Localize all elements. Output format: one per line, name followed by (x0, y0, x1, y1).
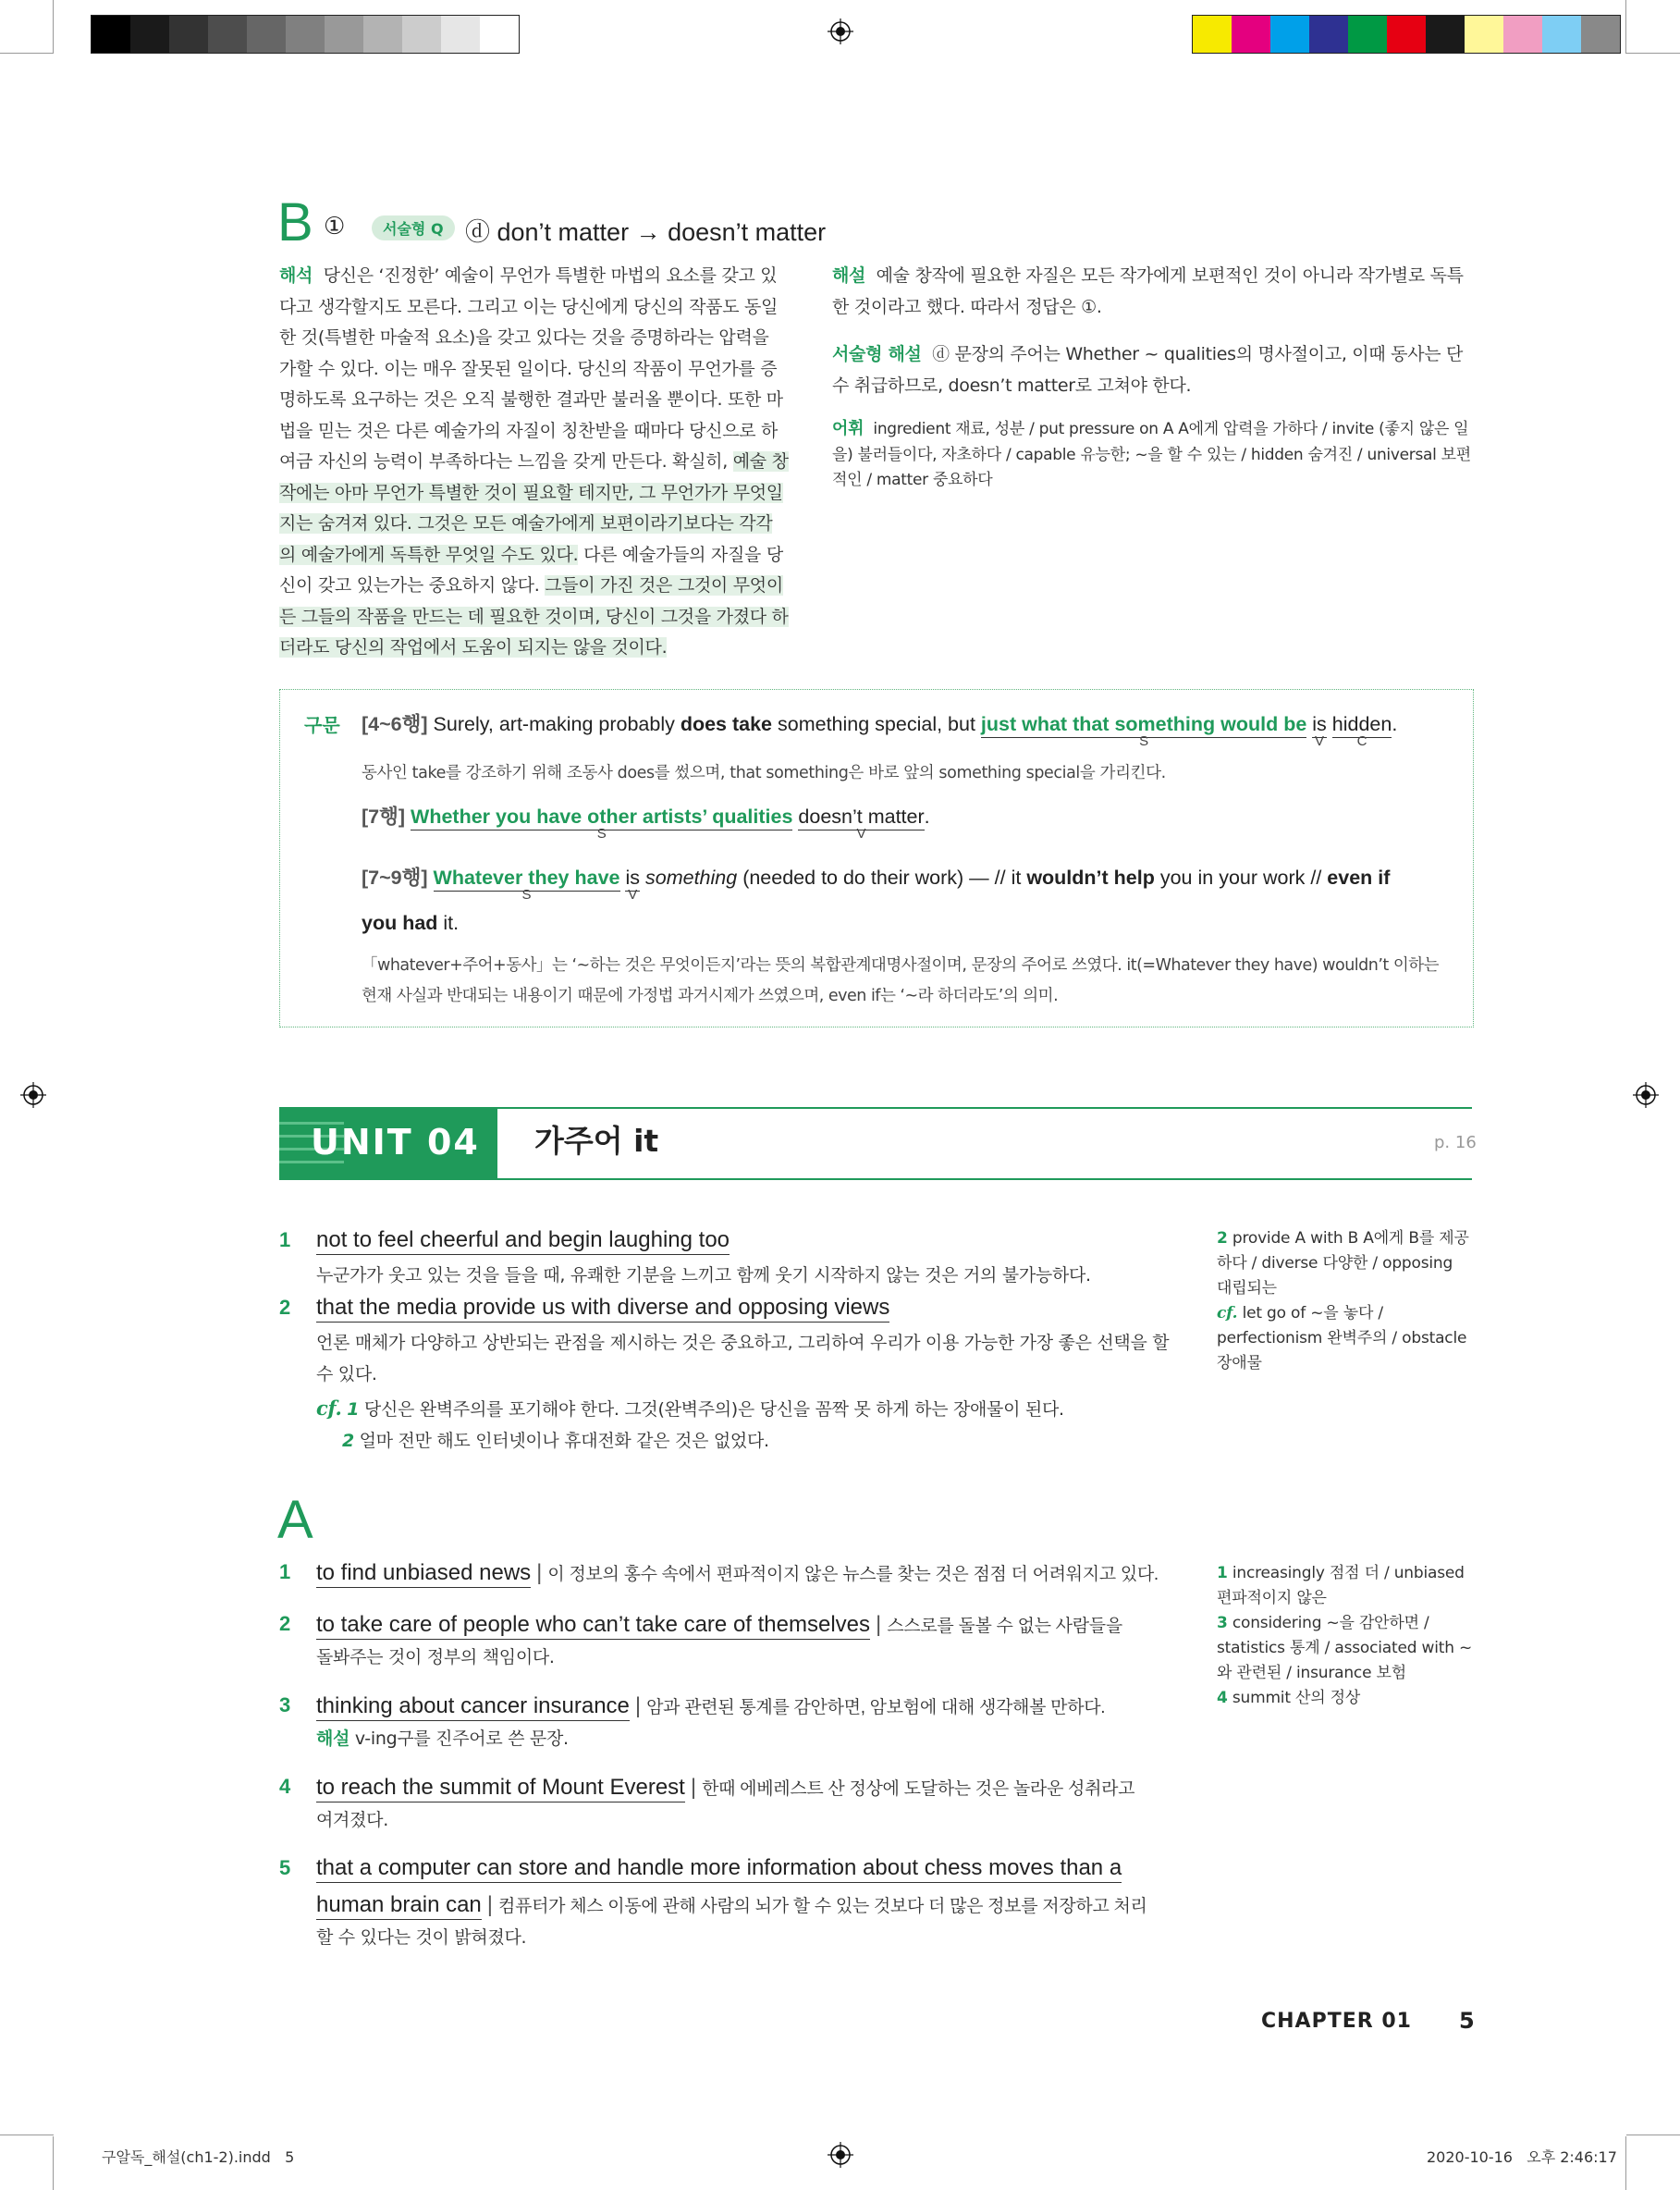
color-swatch (1503, 16, 1542, 53)
answer-underlined: human brain can (316, 1892, 482, 1920)
gray-swatch (286, 16, 325, 53)
sentence-text: something special, but (778, 713, 975, 735)
text-line: 한 것(특별한 마술적 요소)을 갖고 있다는 것을 증명하라는 압력을 (279, 327, 769, 348)
line-reference: [7행] (362, 806, 406, 828)
verb-mark: V (1315, 733, 1325, 749)
sentence-text: (needed to do their work) — // it (742, 867, 1022, 889)
cf-number: 1 (347, 1399, 360, 1420)
text-line: 예술 창작에 필요한 자질은 모든 작가에게 보편적인 것이 아니라 작가별로 독특 (876, 265, 1464, 286)
text-line: 다른 예술가들의 자질을 당 (583, 544, 783, 565)
unit-title: 가주어 it (534, 1123, 659, 1159)
answer-underlined: to take care of people who can’t take care of themselves (316, 1612, 870, 1640)
text-line: 언론 매체가 다양하고 상반되는 관점을 제시하는 것은 중요하고, 그리하여 우리가 이용 가능한 가장 좋은 선택을 할 (316, 1333, 1170, 1353)
cf-label: cf. (1217, 1304, 1238, 1323)
subject-mark: S (521, 887, 532, 903)
text-line: v-ing구를 진주어로 쓴 문장. (354, 1729, 569, 1749)
text-line: 와 관련된 / insurance 보험 (1217, 1664, 1406, 1682)
text-line: 을) 불러들이다, 자초하다 / capable 유능한; ~을 할 수 있는 / hidden 숨겨진 / universal 보편 (832, 445, 1471, 464)
answer-line: human brain can | 컴퓨터가 체스 이동에 관해 사람의 뇌가 할 수 있는 것보다 더 많은 정보를 저장하고 처리 (316, 1891, 1147, 1923)
text-line: summit 산의 정상 (1232, 1689, 1361, 1707)
verb-text: is (1312, 713, 1327, 738)
gray-swatch (480, 16, 519, 53)
answer-underlined: to reach the summit of Mount Everest (316, 1775, 685, 1802)
translation-text: 암과 관련된 통계를 감안하면, 암보험에 대해 생각해볼 만하다. (646, 1698, 1106, 1717)
line-reference: [4~6행] (362, 713, 428, 735)
verb-mark: V (628, 887, 638, 903)
syntax-sentence-1 (362, 708, 1398, 749)
crop-mark (1625, 2136, 1626, 2190)
punctuation: . (924, 806, 930, 828)
item-number: 5 (279, 1856, 291, 1879)
side-number: 3 (1217, 1614, 1228, 1632)
explanation-label: 해설 (316, 1729, 350, 1749)
crop-mark (1626, 53, 1680, 54)
crop-mark (0, 53, 54, 54)
syntax-sentence-3 (362, 862, 1391, 903)
gray-swatch (130, 16, 169, 53)
color-swatch (1270, 16, 1309, 53)
text-line: ⓓ 문장의 주어는 Whether ~ qualities의 명사절이고, 이때 동사는 단 (932, 344, 1464, 364)
essay-explanation-label: 서술형 해설 (832, 344, 922, 364)
text-line: 얼마 전만 해도 인터넷이나 휴대전화 같은 것은 없었다. (359, 1430, 769, 1451)
answer-line: to reach the summit of Mount Everest | 한때 에베레스트 산 정상에 도달하는 것은 놀라운 성취라고 (316, 1774, 1134, 1805)
explanation-line (316, 1724, 569, 1755)
emphasis-text: you had (362, 912, 438, 934)
text-line: 수 있다. (316, 1363, 377, 1384)
text-line: perfectionism 완벽주의 / obstacle (1217, 1329, 1467, 1347)
text-line: 수 취급하므로, doesn’t matter로 고쳐야 한다. (832, 375, 1192, 396)
answer-underlined: to find unbiased news (316, 1560, 531, 1588)
text-line: considering ~을 감안하면 / (1232, 1614, 1429, 1632)
text-line: let go of ~을 놓다 / (1242, 1304, 1383, 1323)
text-line: 편파적이지 않은 (1217, 1589, 1327, 1607)
crop-mark (1625, 0, 1626, 54)
text-line: provide A with B A에게 B를 제공 (1232, 1229, 1469, 1248)
item-number: 1 (279, 1228, 291, 1251)
crop-mark (53, 2136, 54, 2190)
translation-text: 스스로를 돌볼 수 없는 사람들을 (887, 1617, 1122, 1636)
gray-swatch (363, 16, 402, 53)
text-line: increasingly 점점 더 / unbiased (1232, 1564, 1465, 1582)
color-swatch (1581, 16, 1620, 53)
color-swatch (1348, 16, 1387, 53)
answer-line: to take care of people who can’t take care of themselves | 스스로를 돌볼 수 없는 사람들을 (316, 1611, 1122, 1642)
subject-text: Whether you have other artists’ qualities (411, 806, 792, 830)
item-number: 1 (279, 1560, 291, 1583)
registration-mark-icon (20, 1082, 46, 1108)
registration-mark-icon (828, 2142, 853, 2168)
text-line: 장애물 (1217, 1354, 1262, 1372)
page-number: 5 (1459, 2008, 1475, 2034)
text-line: 법을 믿는 것은 다른 예술가의 자질이 칭찬받을 때마다 당신으로 하 (279, 420, 779, 441)
cf-number: 2 (342, 1430, 354, 1451)
verb-text: is (625, 867, 640, 892)
highlight-text: 작에는 아마 무언가 특별한 것이 필요할 테지만, 그 무언가가 무엇일 (279, 482, 783, 503)
answer-line: to find unbiased news | 이 정보의 홍수 속에서 편파적이지 않은 뉴스를 찾는 것은 점점 더 어려워지고 있다. (316, 1559, 1159, 1591)
vocabulary-block (832, 416, 1479, 494)
answer-underlined: not to feel cheerful and begin laughing too (316, 1227, 730, 1255)
emphasis-text: even if (1327, 867, 1391, 889)
text-line: statistics 통계 / associated with ~ (1217, 1639, 1473, 1657)
color-swatch (1426, 16, 1465, 53)
section-a-side-vocab (1217, 1561, 1494, 1711)
color-swatch (1232, 16, 1270, 53)
sentence-text: Surely, art-making probably (433, 713, 675, 735)
verb-mark: V (856, 826, 866, 842)
translation-text: 할 수 있다는 것이 밝혀졌다. (316, 1927, 527, 1948)
registration-mark-icon (828, 18, 853, 44)
emphasis-text: does take (680, 713, 773, 735)
section-a-letter: A (277, 1490, 313, 1550)
side-number: 2 (1217, 1229, 1228, 1248)
text-line: 적인 / matter 중요하다 (832, 471, 993, 489)
file-slug: 구알독_해설(ch1-2).indd 5 (102, 2148, 295, 2166)
color-swatch (1387, 16, 1426, 53)
translation-text (316, 1328, 1169, 1390)
explanation-block (832, 261, 1479, 401)
essay-q-badge: 서술형 Q (372, 215, 455, 240)
section-b-letter: B (277, 192, 313, 252)
print-date: 2020-10-16 오후 2:46:17 (1427, 2148, 1617, 2166)
color-swatch (1542, 16, 1581, 53)
gray-swatch (169, 16, 208, 53)
answer-line (316, 1855, 1122, 1881)
text-line: ingredient 재료, 성분 / put pressure on A A에게 압력을 가하다 / invite (좋지 않은 일 (873, 420, 1469, 438)
verb-text: doesn’t matter (798, 806, 924, 830)
subject-text: just what that something would be (981, 713, 1306, 738)
highlight-text: 그들이 가진 것은 그것이 무엇이 (545, 575, 783, 596)
text-line: 가할 수 있다. 이는 매우 잘못된 일이다. 당신의 작품이 무언가를 증 (279, 358, 778, 379)
gray-swatch (325, 16, 363, 53)
answer-underlined: that a computer can store and handle more information about chess moves than a (316, 1855, 1122, 1883)
translation-text: 이 정보의 홍수 속에서 편파적이지 않은 뉴스를 찾는 것은 점점 더 어려워지고 있다. (547, 1565, 1159, 1584)
side-number: 1 (1217, 1564, 1228, 1582)
translation-text: 돌봐주는 것이 정부의 책임이다. (316, 1647, 555, 1667)
text-line: 한 것이라고 했다. 따라서 정답은 ①. (832, 296, 1102, 317)
answer-underlined: that the media provide us with diverse and opposing views (316, 1295, 889, 1323)
gray-swatch (247, 16, 286, 53)
highlight-text: 의 예술가에게 독특한 무엇일 수도 있다. (279, 544, 579, 565)
subject-mark: S (596, 826, 607, 842)
chapter-label: CHAPTER 01 (1261, 2010, 1412, 2033)
unit-page-ref: p. 16 (1434, 1133, 1477, 1152)
unit-side-vocab (1217, 1226, 1485, 1376)
answer-line: thinking about cancer insurance | 암과 관련된 통계를 감안하면, 암보험에 대해 생각해볼 만하다. (316, 1692, 1105, 1724)
color-swatch (1193, 16, 1232, 53)
answer-text (316, 1295, 889, 1321)
translation-text: 누군가가 웃고 있는 것을 들을 때, 유쾌한 기분을 느끼고 함께 웃기 시작하지 않는 것은 거의 불가능하다. (316, 1265, 1091, 1286)
cf-label: cf. (316, 1396, 342, 1420)
syntax-sentence-3-cont (362, 912, 459, 935)
answer-number: ① (324, 213, 346, 240)
subject-mark: S (1139, 733, 1149, 749)
unit-badge (279, 1109, 497, 1178)
translation-text: 한때 에베레스트 산 정상에 도달하는 것은 놀라운 성취라고 (702, 1779, 1135, 1799)
translation-label: 해석 (279, 265, 313, 286)
subject-text: Whatever they have (434, 867, 620, 892)
text-line: 신이 갖고 있는가는 중요하지 않다. (279, 575, 540, 596)
text-line: 대립되는 (1217, 1279, 1277, 1298)
text-line: 명하도록 요구하는 것은 오직 불행한 결과만 불러올 뿐이다. 또한 마 (279, 389, 783, 410)
text-line: 당신은 ‘진정한’ 예술이 무언가 특별한 마법의 요소를 갖고 있 (323, 265, 778, 286)
text-line: 여금 자신의 능력이 부족하다는 느낌을 갖게 만든다. 확실히, (279, 451, 728, 472)
unit-label: UNIT 04 (311, 1122, 480, 1163)
sentence-text: you in your work // (1159, 867, 1322, 889)
gray-swatch (402, 16, 441, 53)
translation-paragraph (279, 261, 790, 664)
crop-mark (53, 0, 54, 54)
text-line: 다고 생각할지도 모른다. 그리고 이는 당신에게 당신의 작품도 동일 (279, 296, 779, 317)
answer-text (316, 1227, 730, 1253)
gray-swatch (92, 16, 130, 53)
item-number: 2 (279, 1296, 291, 1319)
italic-text: something (645, 867, 738, 889)
side-number: 4 (1217, 1689, 1228, 1707)
text-line: 「whatever+주어+동사」는 ‘~하는 것은 무엇이든지’라는 뜻의 복합관계대명사절이며, 문장의 주어로 쓰였다. it(=Whatever they have) wouldn’t 이하는 (362, 956, 1440, 975)
grayscale-bar (91, 15, 520, 54)
syntax-box (279, 689, 1474, 1027)
answer-underlined: thinking about cancer insurance (316, 1693, 630, 1721)
emphasis-text: wouldn’t help (1026, 867, 1155, 889)
syntax-note-3 (362, 951, 1439, 1012)
vocabulary-label: 어휘 (832, 419, 865, 438)
highlight-text: 든 그들의 작품을 만드는 데 필요한 것이며, 당신이 그것을 가졌다 하 (279, 606, 789, 627)
text-line: 현재 사실과 반대되는 내용이기 때문에 가정법 과거시제가 쓰였으며, even if는 ‘~라 하더라도’의 의미. (362, 987, 1059, 1005)
punctuation: . (1392, 713, 1398, 735)
color-swatch (1465, 16, 1503, 53)
item-number: 3 (279, 1693, 291, 1716)
text-line: 하다 / diverse 다양한 / opposing (1217, 1254, 1453, 1273)
highlight-text: 예술 창 (732, 451, 789, 472)
color-bar (1192, 15, 1621, 54)
gray-swatch (441, 16, 480, 53)
complement-mark: C (1356, 733, 1367, 749)
complement-text: hidden (1332, 713, 1392, 738)
syntax-sentence-2 (362, 801, 930, 842)
explanation-label: 해설 (832, 265, 866, 286)
text-line: 당신은 완벽주의를 포기해야 한다. 그것(완벽주의)은 당신을 꼼짝 못 하게 하는 장애물이 된다. (363, 1399, 1064, 1420)
translation-text: 컴퓨터가 체스 이동에 관해 사람의 뇌가 할 수 있는 것보다 더 많은 정보를 저장하고 처리 (498, 1897, 1147, 1916)
highlight-text: 지는 숨겨져 있다. 그것은 모든 예술가에게 보편이라기보다는 각각 (279, 513, 773, 534)
item-number: 4 (279, 1775, 291, 1798)
unit-header-rule (279, 1178, 1472, 1180)
highlight-text: 더라도 당신의 작업에서 도움이 되지는 않을 것이다. (279, 637, 668, 658)
translation-text: 여겨졌다. (316, 1810, 388, 1830)
gray-swatch (208, 16, 247, 53)
essay-q-answer: ⓓ don’t matter → doesn’t matter (465, 218, 827, 246)
cf-block (316, 1393, 1064, 1457)
color-swatch (1309, 16, 1348, 53)
item-number: 2 (279, 1612, 291, 1635)
sentence-text: it. (443, 912, 460, 934)
syntax-label: 구문 (304, 714, 340, 736)
registration-mark-icon (1633, 1082, 1659, 1108)
syntax-note-1: 동사인 take를 강조하기 위해 조동사 does를 썼으며, that something은 바로 앞의 something special을 가리킨다. (362, 764, 1166, 782)
line-reference: [7~9행] (362, 867, 428, 889)
